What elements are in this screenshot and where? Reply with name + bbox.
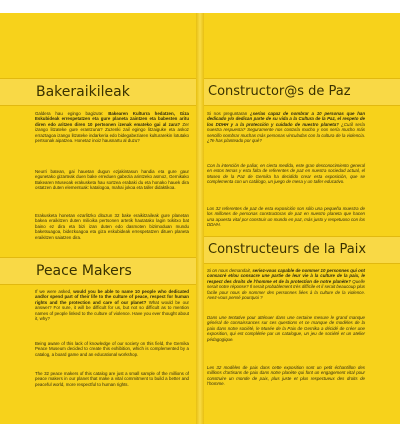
- left-column: [0, 13, 196, 424]
- center-fold: [196, 13, 204, 424]
- english-paragraph-1: If we were asked, would you be able to name 10 people who dedicated and/or spend part of their life to the culture of peace, respect for human rights and the protection and care of our planet? What would be our answer? For sure, it will be difficult for us, but not so difficult as to mention names of people linked to the culture of violence. Have you ever thought about it, why?: [35, 289, 189, 322]
- french-heading: Constructeurs de la Paix: [208, 242, 367, 257]
- english-paragraph-3: The 32 peace makers of this catalog are just a small sample of the millions of peace makers in our planet that make a vital commitment to build a better and peaceful world, more respectful to human rights.: [35, 371, 189, 387]
- english-heading: Peace Makers: [36, 263, 132, 279]
- basque-paragraph-3: Erakusketa honetan ezarlitzko dituzun 32 bake eraikitzaileak gure planetan bakea eraikitzen duten milioika pertsonen artetik hautatako lagin txikitxo bat baino ez dira eta bizi izan duten edo dasmoten bizimoduan mundu baketsuagoa, bidezkoagoa eta giza eskubideak errespetatzen dituen planeta eraikitzen saiatzen dira.: [35, 213, 189, 240]
- basque-paragraph-1: Galdera hau egingo bagizute: Bakearen Kulturra hedatzen, Giza Eskubideak errespetatzen eta gure planeta zaintzen eta babesten aritu diren edo aritzen diren 10 pertsonen izenak emateko gai al zara? Zer izango litzateke gure erantzuna? Zuzenki zail egingo litzaiguke eta askoz erraztagoa izango litzateke indarkeria edo bidegabeziaren kulturarekin lotutako pertsonak aipatzea. Honetaz inoiz hausnartu al duzu?: [35, 111, 189, 144]
- spanish-paragraph-3: Los 32 referentes de paz de esta exposición son sólo una pequeña muestra de los millones de personas constructoras de paz en nuestro planeta que hacen una apuesta vital por construir un mundo en paz, más justo y respetuoso con los DDHH.: [207, 206, 365, 228]
- basque-paragraph-2: Neurri batean, gai hauetan dugun ezjakintasun handia eta gure gaur egunetako gizarteak duen bake erreduen gabezia arintzeko asmoz, Gernikako Bakearen Museoak erakusketa hau sortzea erabaki du eta honako hauek dira ostatzen duten elementuak: katalogoa, mahai jokoa eta taller didaktikoa.: [35, 169, 189, 191]
- basque-heading: Bakeraikileak: [36, 84, 130, 100]
- brochure-spread: [0, 13, 400, 424]
- right-column: [204, 13, 400, 424]
- french-paragraph-1: Si on nous demandait, seriez-vous capable de nommer 10 personnes qui ont consacré et/ou consacre une partie de leur vie à la culture de la paix, le respect des droits de l’homme et de la protection de notre planète? Quelle serait notre réponse? Il serait probablement très difficile et il serait beaucoup plus facile pour nous de nommer des personnes liées à la culture de la violence. Avez-vous pensé pourquoi ?: [207, 268, 365, 301]
- french-paragraph-3: Les 32 modèles de paix dans cette exposition sont un petit échantillon des millions d’artisans de paix dans notre planète qui font un engagement vital pour construire un monde de paix, plus juste et plus respectueux des droits de l’homme.: [207, 365, 365, 387]
- spanish-heading: Constructor@s de Paz: [208, 84, 351, 99]
- spanish-paragraph-1: Si nos preguntaran ¿serías capaz de nombrar a 10 personas que han dedicado y/o dedican parte de su vida a la Cultura de la Paz, el respeto de los DDHH y a la protección y cuidado de nuestro planeta? ¿Cuál sería nuestra respuesta? Seguramente nos costaría mucho y nos sería mucho más sencillo nombrar muchas más personas vinculadas con la cultura de la violencia. ¿Te has planteado por qué?: [207, 111, 366, 144]
- french-paragraph-2: Dans une tentative pour atténuer dans une certaine mesure le grand manque général de connaissances sur ces questions et ce manque de modèles de la paix dans notre société, le Musée de la Paix de Gernika a décidé de créer une exposition, qui est complétée par un catalogue, un jeu de société et un atelier pédagogique.: [207, 315, 365, 342]
- spanish-paragraph-2: Con la intención de paliar, en cierta medida, este gran desconocimiento general en estos temas y esta falta de referentes de paz en nuestra sociedad actual, el Museo de la Paz de Gernika ha decidido crear esta exposición, que se complementa con un catálogo, un juego de mesa y un taller educativo.: [207, 163, 365, 185]
- english-paragraph-2: Being aware of this lack of knowledge of our society on this field, the Gernika Peace Museum decided to create this exhibition, which is complemented by a catalog, a board game and an educational workshop.: [35, 341, 189, 357]
